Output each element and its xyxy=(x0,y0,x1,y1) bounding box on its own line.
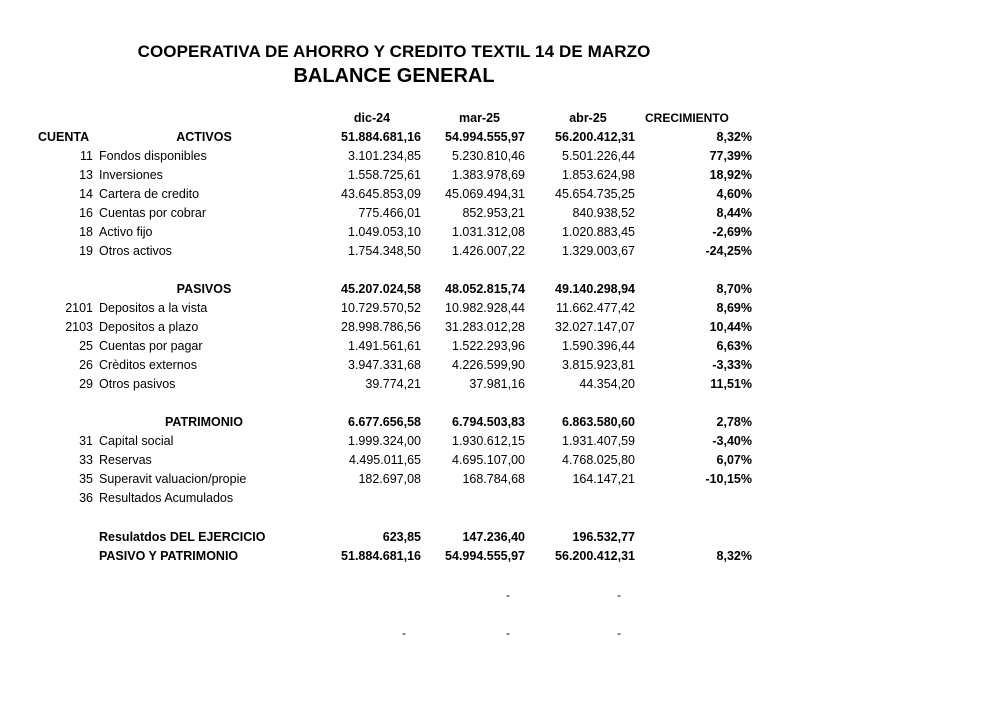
value-mar25: 852.953,21 xyxy=(462,206,525,220)
section-row-patrimonio xyxy=(0,413,993,432)
value-growth: 8,32% xyxy=(716,130,752,144)
value-growth: 18,92% xyxy=(709,168,752,182)
account-row xyxy=(0,432,993,451)
value-growth: 2,78% xyxy=(716,415,752,429)
value-abr25: 5.501.226,44 xyxy=(562,149,635,163)
account-row xyxy=(0,185,993,204)
account-name: Crèditos externos xyxy=(99,358,197,372)
value-mar25: 1.426.007,22 xyxy=(452,244,525,258)
value-growth: 10,44% xyxy=(709,320,752,334)
value-mar25: 5.230.810,46 xyxy=(452,149,525,163)
value-abr25: 11.662.477,42 xyxy=(555,301,635,315)
value-abr25: 6.863.580,60 xyxy=(562,415,635,429)
account-row xyxy=(0,299,993,318)
value-abr25: 1.853.624,98 xyxy=(562,168,635,182)
value-dic24: 3.101.234,85 xyxy=(348,149,421,163)
account-name: Fondos disponibles xyxy=(99,149,207,163)
section-label: ACTIVOS xyxy=(176,130,232,144)
value-abr25: 1.329.003,67 xyxy=(562,244,635,258)
account-code: 33 xyxy=(79,453,93,467)
column-header-abr25: abr-25 xyxy=(569,111,607,125)
value-dic24: 43.645.853,09 xyxy=(341,187,421,201)
value-abr25: 49.140.298,94 xyxy=(555,282,635,296)
column-header-dic24: dic-24 xyxy=(353,111,391,125)
value-mar25: 1.522.293,96 xyxy=(452,339,525,353)
value-dic24: 1.558.725,61 xyxy=(348,168,421,182)
report-title-company: COOPERATIVA DE AHORRO Y CREDITO TEXTIL 14 DE MARZO xyxy=(137,42,651,61)
account-name: Depositos a plazo xyxy=(99,320,199,334)
account-name: Cuentas por cobrar xyxy=(99,206,207,220)
account-code: 14 xyxy=(79,187,93,201)
account-code: 35 xyxy=(79,472,93,486)
value-growth: 4,60% xyxy=(716,187,752,201)
value-dic24: 1.754.348,50 xyxy=(348,244,421,258)
value-mar25: 48.052.815,74 xyxy=(445,282,525,296)
value-growth: 8,44% xyxy=(716,206,752,220)
empty-cell-dash: - xyxy=(506,588,510,602)
value-abr25: 32.027.147,07 xyxy=(555,320,635,334)
report-title: BALANCE GENERAL xyxy=(293,65,495,87)
account-code: 2101 xyxy=(65,301,93,315)
column-header-mar25: mar-25 xyxy=(459,111,500,125)
value-mar25: 10.982.928,44 xyxy=(445,301,525,315)
account-row xyxy=(0,166,993,185)
value-dic24: 3.947.331,68 xyxy=(348,358,421,372)
value-abr25: 196.532,77 xyxy=(572,530,635,544)
account-row xyxy=(0,337,993,356)
account-row xyxy=(0,375,993,394)
account-name: Capital social xyxy=(99,434,174,448)
account-code: 36 xyxy=(79,491,93,505)
row-pasivo-patrimonio xyxy=(0,547,993,566)
account-code: 29 xyxy=(79,377,93,391)
empty-cell-dash: - xyxy=(617,626,621,640)
account-name: Resultados Acumulados xyxy=(99,491,234,505)
value-abr25: 164.147,21 xyxy=(572,472,635,486)
value-dic24: 4.495.011,65 xyxy=(348,453,421,467)
value-growth: 11,51% xyxy=(710,377,752,391)
account-row xyxy=(0,489,993,508)
account-row xyxy=(0,356,993,375)
value-abr25: 4.768.025,80 xyxy=(562,453,635,467)
account-name: Superavit valuacion/propie xyxy=(99,472,247,486)
account-row xyxy=(0,318,993,337)
account-row xyxy=(0,204,993,223)
empty-cell-dash: - xyxy=(617,588,621,602)
account-code: 11 xyxy=(80,149,93,163)
value-dic24: 28.998.786,56 xyxy=(341,320,421,334)
account-name: Inversiones xyxy=(99,168,163,182)
value-growth: 8,32% xyxy=(716,549,752,563)
value-mar25: 4.695.107,00 xyxy=(452,453,525,467)
section-label: PATRIMONIO xyxy=(164,415,243,429)
account-code: 2103 xyxy=(65,320,93,334)
value-dic24: 623,85 xyxy=(382,530,421,544)
value-mar25: 37.981,16 xyxy=(469,377,525,391)
account-row xyxy=(0,451,993,470)
value-growth: 8,70% xyxy=(716,282,752,296)
value-dic24: 51.884.681,16 xyxy=(341,130,421,144)
value-growth: -10,15% xyxy=(705,472,752,486)
account-row xyxy=(0,223,993,242)
row-label: PASIVO Y PATRIMONIO xyxy=(99,549,239,563)
row-label: Resulatdos DEL EJERCICIO xyxy=(99,530,266,544)
account-code: 25 xyxy=(79,339,93,353)
value-dic24: 45.207.024,58 xyxy=(341,282,421,296)
value-growth: 8,69% xyxy=(716,301,752,315)
account-row xyxy=(0,470,993,489)
section-label: PASIVOS xyxy=(176,282,232,296)
section-row-pasivos xyxy=(0,280,993,299)
account-code: 13 xyxy=(79,168,93,182)
column-header-row xyxy=(0,109,993,128)
value-growth: 6,07% xyxy=(716,453,752,467)
value-growth: -3,33% xyxy=(712,358,752,372)
value-abr25: 56.200.412,31 xyxy=(555,549,635,563)
value-mar25: 45.069.494,31 xyxy=(445,187,525,201)
value-abr25: 840.938,52 xyxy=(572,206,635,220)
value-mar25: 54.994.555,97 xyxy=(445,549,525,563)
value-dic24: 39.774,21 xyxy=(365,377,421,391)
value-dic24: 182.697,08 xyxy=(358,472,421,486)
empty-cell-dash: - xyxy=(506,626,510,640)
section-row-activos xyxy=(0,128,993,147)
value-abr25: 3.815.923,81 xyxy=(562,358,635,372)
account-row xyxy=(0,147,993,166)
value-dic24: 1.491.561,61 xyxy=(348,339,421,353)
value-growth: -2,69% xyxy=(712,225,752,239)
value-growth: -24,25% xyxy=(705,244,752,258)
value-mar25: 1.031.312,08 xyxy=(452,225,525,239)
account-name: Otros activos xyxy=(99,244,172,258)
account-name: Otros pasivos xyxy=(99,377,176,391)
value-mar25: 1.930.612,15 xyxy=(452,434,525,448)
account-name: Cartera de credito xyxy=(99,187,200,201)
value-growth: -3,40% xyxy=(712,434,752,448)
value-mar25: 4.226.599,90 xyxy=(452,358,525,372)
value-mar25: 168.784,68 xyxy=(462,472,525,486)
column-header-cuenta: CUENTA xyxy=(38,130,90,144)
value-abr25: 45.654.735,25 xyxy=(555,187,635,201)
account-code: 26 xyxy=(79,358,93,372)
account-code: 18 xyxy=(79,225,93,239)
value-dic24: 775.466,01 xyxy=(358,206,421,220)
account-name: Activo fijo xyxy=(99,225,153,239)
account-code: 16 xyxy=(79,206,93,220)
value-dic24: 6.677.656,58 xyxy=(348,415,421,429)
value-dic24: 10.729.570,52 xyxy=(341,301,421,315)
value-dic24: 51.884.681,16 xyxy=(341,549,421,563)
value-mar25: 147.236,40 xyxy=(462,530,525,544)
account-row xyxy=(0,242,993,261)
row-resultados-ejercicio xyxy=(0,528,993,547)
value-growth: 6,63% xyxy=(716,339,752,353)
account-name: Depositos a la vista xyxy=(99,301,208,315)
value-dic24: 1.999.324,00 xyxy=(348,434,421,448)
value-abr25: 1.590.396,44 xyxy=(562,339,635,353)
value-mar25: 31.283.012,28 xyxy=(445,320,525,334)
account-name: Reservas xyxy=(99,453,152,467)
value-growth: 77,39% xyxy=(709,149,752,163)
value-abr25: 1.020.883,45 xyxy=(562,225,635,239)
empty-cell-dash: - xyxy=(402,626,406,640)
value-abr25: 44.354,20 xyxy=(579,377,635,391)
value-mar25: 6.794.503,83 xyxy=(452,415,525,429)
value-mar25: 1.383.978,69 xyxy=(452,168,525,182)
value-abr25: 56.200.412,31 xyxy=(555,130,635,144)
account-name: Cuentas por pagar xyxy=(99,339,203,353)
account-code: 19 xyxy=(79,244,93,258)
value-abr25: 1.931.407,59 xyxy=(562,434,635,448)
value-dic24: 1.049.053,10 xyxy=(348,225,421,239)
value-mar25: 54.994.555,97 xyxy=(445,130,525,144)
account-code: 31 xyxy=(79,434,93,448)
column-header-crecimiento: CRECIMIENTO xyxy=(645,111,729,125)
